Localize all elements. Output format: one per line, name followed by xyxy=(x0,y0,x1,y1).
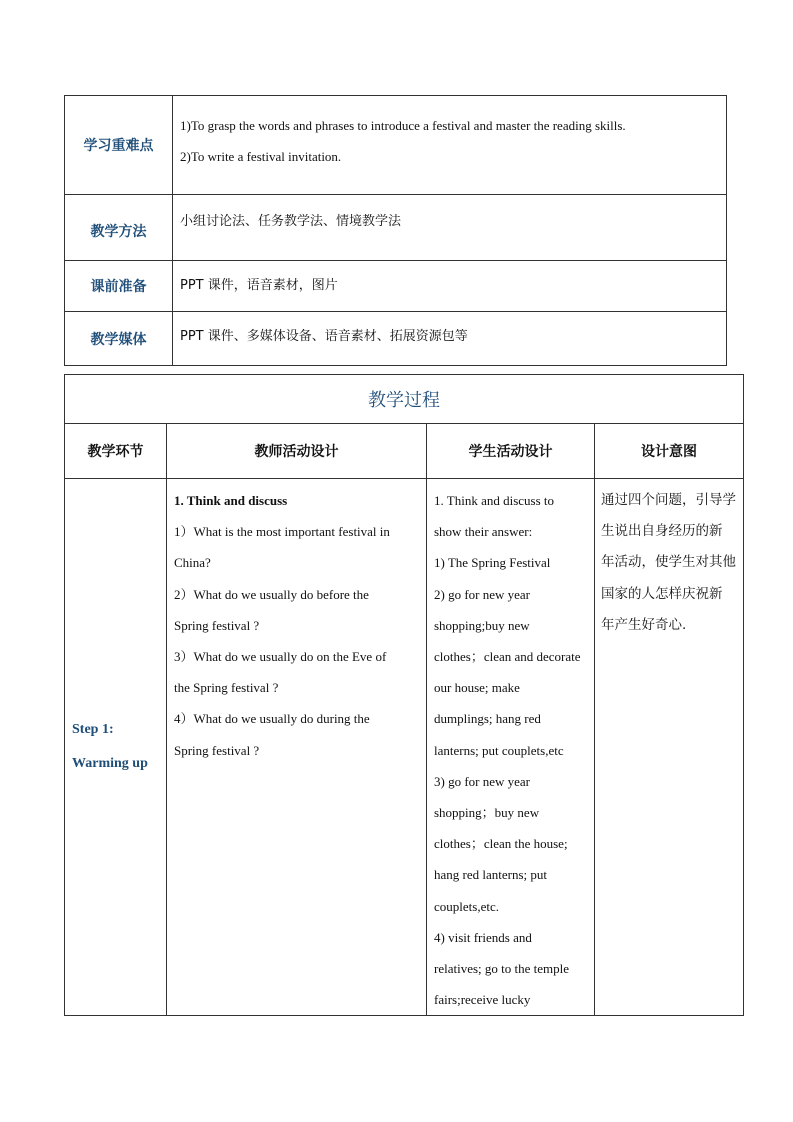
intent-line: 通过四个问题，引导学 xyxy=(601,492,736,508)
step-name: Warming up xyxy=(72,756,148,772)
student-line: shopping；buy new xyxy=(434,805,540,821)
header-student: 学生活动设计 xyxy=(427,424,595,479)
intent-line: 国家的人怎样庆祝新 xyxy=(601,585,723,602)
student-line: lanterns; put couplets,etc xyxy=(434,742,564,758)
student-line: our house; make xyxy=(434,680,520,696)
teacher-line: 1）What is the most important festival in xyxy=(174,524,390,540)
key-point-line: 2)To write a festival invitation. xyxy=(180,149,342,164)
intent-line: 年活动，使学生对其他 xyxy=(601,554,736,571)
table-row xyxy=(65,479,744,1016)
teaching-process-table xyxy=(64,374,744,1016)
row-label-key-points: 学习重难点 xyxy=(65,96,173,195)
objectives-table xyxy=(64,95,727,366)
row-label-preparation: 课前准备 xyxy=(65,261,173,312)
teacher-line: 2）What do we usually do before the xyxy=(174,586,369,602)
key-points-content xyxy=(173,96,727,195)
header-intent: 设计意图 xyxy=(595,424,744,479)
process-title: 教学过程 xyxy=(65,375,744,424)
teacher-line: China? xyxy=(174,555,211,571)
teacher-line: 3）What do we usually do on the Eve of xyxy=(174,649,387,665)
teacher-line: Spring festival ? xyxy=(174,742,260,758)
student-line: 4) visit friends and xyxy=(434,929,532,945)
student-line: 3) go for new year xyxy=(434,773,531,789)
teacher-activity-cell xyxy=(167,479,427,1016)
intent-line: 生说出自身经历的新 xyxy=(601,523,723,540)
step-number: Step 1: xyxy=(72,722,114,738)
table-row xyxy=(65,96,727,195)
header-step: 教学环节 xyxy=(65,424,167,479)
table-header-row xyxy=(65,424,744,479)
teacher-line: 1. Think and discuss xyxy=(174,493,288,508)
table-row xyxy=(65,195,727,261)
teaching-method-content: 小组讨论法、任务教学法、情境教学法 xyxy=(173,195,727,261)
table-row xyxy=(65,312,727,366)
media-content: PPT 课件、多媒体设备、语音素材、拓展资源包等 xyxy=(173,312,727,366)
intent-line: 年产生好奇心. xyxy=(601,616,687,633)
student-line: 1. Think and discuss to xyxy=(434,493,555,508)
student-line: show their answer: xyxy=(434,524,533,540)
student-line: clothes；clean the house; xyxy=(434,836,568,852)
student-line: dumplings; hang red xyxy=(434,711,541,727)
design-intent-cell xyxy=(595,479,744,1016)
header-teacher: 教师活动设计 xyxy=(167,424,427,479)
step-cell xyxy=(65,479,167,1016)
table-row xyxy=(65,261,727,312)
teacher-line: the Spring festival ? xyxy=(174,680,279,696)
student-line: relatives; go to the temple xyxy=(434,961,570,977)
table-title-row xyxy=(65,375,744,424)
student-line: clothes；clean and decorate xyxy=(434,649,581,665)
student-line: fairs;receive lucky xyxy=(434,992,531,1008)
row-label-teaching-method: 教学方法 xyxy=(65,195,173,261)
student-line: hang red lanterns; put xyxy=(434,867,547,883)
student-line: 2) go for new year xyxy=(434,586,531,602)
key-point-line: 1)To grasp the words and phrases to introduce a festival and master the reading skills. xyxy=(180,118,626,133)
student-line: couplets,etc. xyxy=(434,898,499,914)
teacher-line: Spring festival ? xyxy=(174,617,260,633)
teacher-line: 4）What do we usually do during the xyxy=(174,711,370,727)
row-label-media: 教学媒体 xyxy=(65,312,173,366)
preparation-content: PPT 课件，语音素材，图片 xyxy=(173,261,727,312)
student-activity-cell xyxy=(427,479,595,1016)
student-line: 1) The Spring Festival xyxy=(434,555,551,571)
student-line: shopping;buy new xyxy=(434,617,530,633)
